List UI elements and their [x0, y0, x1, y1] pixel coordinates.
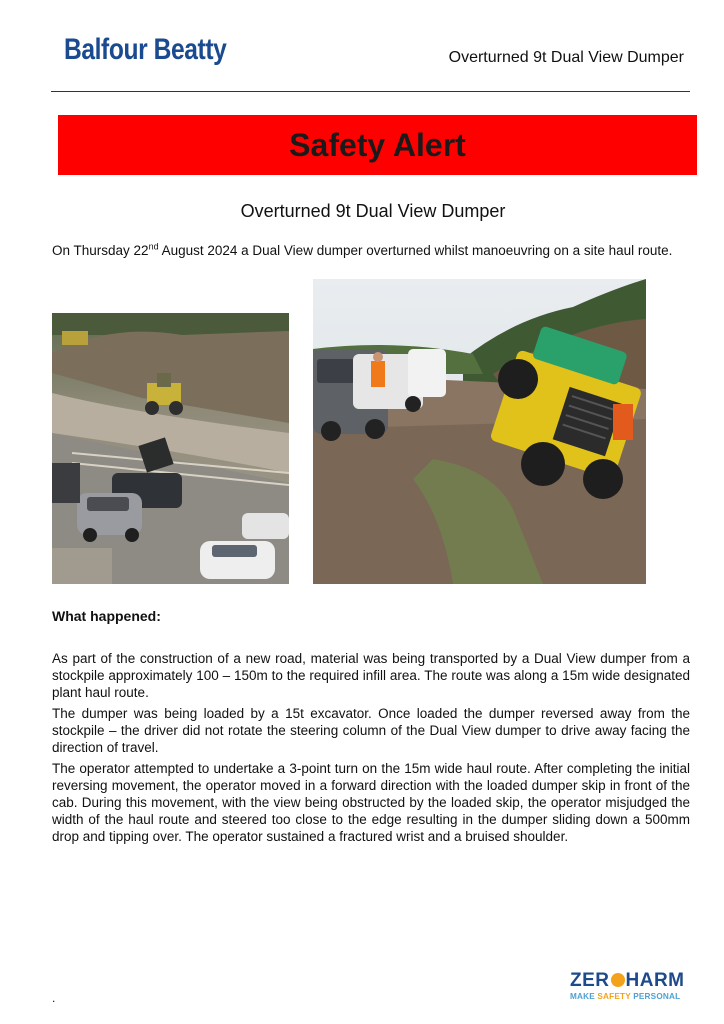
what-happened-heading: What happened: [52, 608, 161, 624]
intro-date-suffix: nd [148, 241, 159, 252]
what-happened-body [52, 650, 690, 849]
cctv-photo-excavator-and-parked-cars [52, 313, 289, 584]
tagline-b: SAFETY [597, 992, 631, 1001]
balfour-beatty-logo: Balfour Beatty [64, 33, 227, 66]
intro-text-end: August 2024 a Dual View dumper overturned whilst manoeuvring on a site haul route. [158, 243, 673, 258]
paragraph-2: The dumper was being loaded by a 15t excavator. Once loaded the dumper reversed away from the stockpile – the driver did not rotate the steering column of the Dual View dumper to drive away facing the direction of travel. [52, 706, 690, 755]
tagline-c: PERSONAL [630, 992, 681, 1001]
safety-alert-banner [58, 115, 697, 175]
paragraph-1: As part of the construction of a new road, material was being transported by a Dual View dumper from a stockpile approximately 100 – 150m to the required infill area. The route was along a 15m wide designated plant haul route. [52, 651, 690, 700]
zero-harm-logo [570, 970, 694, 1006]
intro-paragraph [52, 241, 690, 260]
zero-harm-text-a: ZER [570, 970, 610, 991]
header-divider [51, 91, 690, 92]
photo-overturned-yellow-dumper [313, 279, 646, 584]
safety-alert-label: Safety Alert [289, 126, 466, 163]
header-title: Overturned 9t Dual View Dumper [448, 49, 684, 66]
document-title: Overturned 9t Dual View Dumper [240, 201, 506, 221]
paragraph-3: The operator attempted to undertake a 3-point turn on the 15m wide haul route. After completing the initial reversing movement, the operator moved in a forward direction with the loaded dumper skip in front of the cab. During this movement, with the view being obstructed by the loaded skip, the operator misjudged the width of the haul route and steered too close to the edge resulting in the dumper sliding down a 500mm drop and tipping over. The operator sustained a fractured wrist and a bruised shoulder. [52, 761, 690, 844]
tagline-a: MAKE [570, 992, 598, 1001]
zero-harm-text-b: HARM [625, 970, 685, 991]
zero-harm-o-icon [611, 973, 625, 987]
footer-dot: . [52, 991, 56, 1005]
intro-text-start: On Thursday 22 [52, 243, 149, 258]
